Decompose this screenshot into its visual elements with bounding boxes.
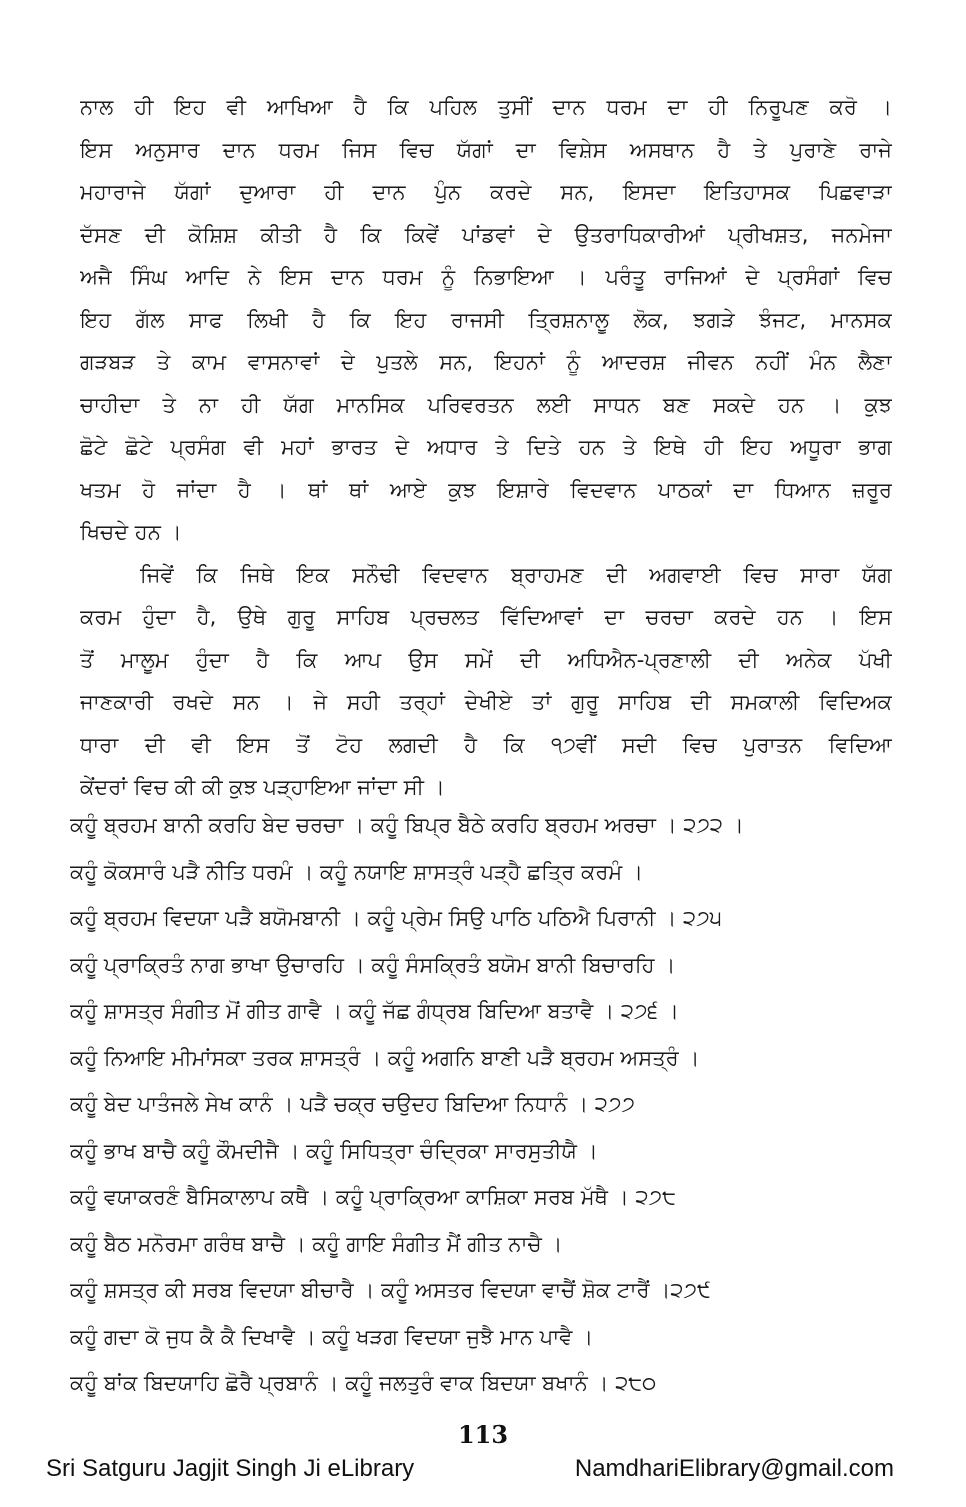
paragraph-1-line: ਖਤਮ ਹੋ ਜਾਂਦਾ ਹੈ । ਥਾਂ ਥਾਂ ਆਏ ਕੁਝ ਇਸ਼ਾਰੇ ਵਿਦਵਾਨ ਪਾਠਕਾਂ ਦਾ ਧਿਆਨ ਜ਼ਰੂਰ: [80, 477, 892, 502]
paragraph-1-line: ਚਾਹੀਦਾ ਤੇ ਨਾ ਹੀ ਯੱਗ ਮਾਨਸਿਕ ਪਰਿਵਰਤਨ ਲਈ ਸਾਧਨ ਬਣ ਸਕਦੇ ਹਨ । ਕੁਝ: [80, 392, 892, 417]
verse-line: ਕਹੂੰ ਬੈਠ ਮਨੋਰਮਾ ਗਰੰਥ ਬਾਚੈ । ਕਹੂੰ ਗਾਇ ਸੰਗੀਤ ਮੈਂ ਗੀਤ ਨਾਚੈ ।: [70, 1231, 563, 1256]
verse-block: [70, 802, 870, 1407]
verse-line: ਕਹੂੰ ਬ੍ਰਹਮ ਬਾਨੀ ਕਰਹਿ ਬੇਦ ਚਰਚਾ । ਕਹੂੰ ਬਿਪ੍ਰ ਬੈਠੇ ਕਰਹਿ ਬ੍ਰਹਮ ਅਰਚਾ । ੨੭੨ ।: [70, 813, 744, 837]
paragraph-2-line: ਕੇਂਦਰਾਂ ਵਿਚ ਕੀ ਕੀ ਕੁਝ ਪੜ੍ਹਾਇਆ ਜਾਂਦਾ ਸੀ ।: [80, 775, 445, 799]
paragraph-2-line: ਤੋਂ ਮਾਲੂਮ ਹੁੰਦਾ ਹੈ ਕਿ ਆਪ ਉਸ ਸਮੇਂ ਦੀ ਅਧਿਐਨ-ਪ੍ਰਣਾਲੀ ਦੀ ਅਨੇਕ ਪੱਖੀ: [80, 647, 892, 672]
paragraph-1-line: ਇਸ ਅਨੁਸਾਰ ਦਾਨ ਧਰਮ ਜਿਸ ਵਿਚ ਯੱਗਾਂ ਦਾ ਵਿਸ਼ੇਸ ਅਸਥਾਨ ਹੈ ਤੇ ਪੁਰਾਣੇ ਰਾਜੇ: [80, 137, 892, 162]
paragraph-2-line: ਜਿਵੇਂ ਕਿ ਜਿਥੇ ਇਕ ਸਨੌਢੀ ਵਿਦਵਾਨ ਬ੍ਰਾਹਮਣ ਦੀ ਅਗਵਾਈ ਵਿਚ ਸਾਰਾ ਯੱਗ: [140, 562, 892, 587]
page-number: 113: [457, 1420, 509, 1449]
verse-line: ਕਹੂੰ ਨਿਆਇ ਮੀਮਾਂਸਕਾ ਤਰਕ ਸ਼ਾਸਤ੍ਰੰ । ਕਹੂੰ ਅਗਨਿ ਬਾਣੀ ਪੜੈ ਬ੍ਰਹਮ ਅਸਤ੍ਰੰ ।: [70, 1045, 700, 1070]
paragraph-2-line: ਧਾਰਾ ਦੀ ਵੀ ਇਸ ਤੋਂ ਟੋਹ ਲਗਦੀ ਹੈ ਕਿ ੧੭ਵੀਂ ਸਦੀ ਵਿਚ ਪੁਰਾਤਨ ਵਿਦਿਆ: [80, 732, 892, 757]
paragraph-1-line: ਖਿਚਦੇ ਹਨ ।: [80, 520, 182, 544]
paragraph-1-line: ਛੋਟੇ ਛੋਟੇ ਪ੍ਰਸੰਗ ਵੀ ਮਹਾਂ ਭਾਰਤ ਦੇ ਅਧਾਰ ਤੇ ਦਿਤੇ ਹਨ ਤੇ ਇਥੇ ਹੀ ਇਹ ਅਧੂਰਾ ਭਾਗ: [80, 435, 892, 459]
verse-line: ਕਹੂੰ ਭਾਖ ਬਾਚੈ ਕਹੂੰ ਕੌਮਦੀਜੈ । ਕਹੂੰ ਸਿਧਿਤ੍ਰਾ ਚੰਦ੍ਰਿਕਾ ਸਾਰਸੁਤੀਯੈ ।: [70, 1138, 598, 1163]
verse-line: ਕਹੂੰ ਕੋਕਸਾਰੰ ਪੜੈ ਨੀਤਿ ਧਰਮੰ । ਕਹੂੰ ਨਯਾਇ ਸ਼ਾਸਤ੍ਰੰ ਪੜ੍ਹੈ ਛਤ੍ਰਿ ਕਰਮੰ ।: [70, 859, 644, 884]
footer-email: NamdhariElibrary@gmail.com: [574, 1455, 894, 1482]
paragraph-1-line: ਮਹਾਰਾਜੇ ਯੱਗਾਂ ਦੁਆਰਾ ਹੀ ਦਾਨ ਪੁੰਨ ਕਰਦੇ ਸਨ, ਇਸਦਾ ਇਤਿਹਾਸਕ ਪਿਛਵਾੜਾ: [80, 180, 892, 204]
verse-line: ਕਹੂੰ ਸ਼ਾਸਤ੍ਰ ਸੰਗੀਤ ਮੋਂ ਗੀਤ ਗਾਵੈ । ਕਹੂੰ ਜੱਛ ਗੰਧ੍ਰਬ ਬਿਦਿਆ ਬਤਾਵੈ । ੨੭੬ ।: [70, 999, 679, 1023]
verse-line: ਕਹੂੰ ਪ੍ਰਾਕ੍ਰਿਤੰ ਨਾਗ ਭਾਖਾ ਉਚਾਰਹਿ । ਕਹੂੰ ਸੰਸਕ੍ਰਿਤੰ ਬਯੋਮ ਬਾਨੀ ਬਿਚਾਰਹਿ ।: [70, 952, 676, 977]
paragraph-1-line: ਅਜੈ ਸਿੰਘ ਆਦਿ ਨੇ ਇਸ ਦਾਨ ਧਰਮ ਨੂੰ ਨਿਭਾਇਆ । ਪਰੰਤੂ ਰਾਜਿਆਂ ਦੇ ਪ੍ਰਸੰਗਾਂ ਵਿਚ: [80, 265, 892, 289]
verse-line: ਕਹੂੰ ਬੇਦ ਪਾਤੰਜਲੇ ਸੇਖ ਕਾਨੰ । ਪੜੈ ਚਕ੍ਰ ਚਉਦਹ ਬਿਦਿਆ ਨਿਧਾਨੰ । ੨੭੭: [70, 1092, 635, 1116]
prose-body: [80, 86, 892, 809]
verse-line: ਕਹੂੰ ਬ੍ਰਹਮ ਵਿਦਯਾ ਪੜੈ ਬਯੋਮਬਾਨੀ । ਕਹੂੰ ਪ੍ਰੇਮ ਸਿਉ ਪਾਠਿ ਪਠਿਐ ਪਿਰਾਨੀ । ੨੭੫: [70, 906, 723, 930]
verse-line: ਕਹੂੰ ਸ਼ਸਤ੍ਰ ਕੀ ਸਰਬ ਵਿਦਯਾ ਬੀਚਾਰੈ । ਕਹੂੰ ਅਸਤਰ ਵਿਦਯਾ ਵਾਚੈਂ ਸ਼ੋਕ ਟਾਰੈਂ ।੨੭੯: [70, 1278, 711, 1302]
verse-line: ਕਹੂੰ ਬਾਂਕ ਬਿਦਯਾਹਿ ਛੋਰੈ ਪ੍ਰਬਾਨੰ । ਕਹੂੰ ਜਲਤੁਰੰ ਵਾਕ ਬਿਦਯਾ ਬਖਾਨੰ । ੨੮੦: [70, 1371, 657, 1395]
verse-line: ਕਹੂੰ ਗਦਾ ਕੋ ਜੁਧ ਕੈ ਕੈ ਦਿਖਾਵੈ । ਕਹੂੰ ਖੜਗ ਵਿਦਯਾ ਜੁਝੈ ਮਾਨ ਪਾਵੈ ।: [70, 1324, 594, 1349]
verse-line: ਕਹੂੰ ਵਯਾਕਰਣੰ ਬੈਸਿਕਾਲਾਪ ਕਥੈ । ਕਹੂੰ ਪ੍ਰਾਕ੍ਰਿਆ ਕਾਸ਼ਿਕਾ ਸਰਬ ਮੱਥੈ । ੨੭੮: [70, 1185, 676, 1209]
paragraph-1-line: ਨਾਲ ਹੀ ਇਹ ਵੀ ਆਖਿਆ ਹੈ ਕਿ ਪਹਿਲ ਤੁਸੀਂ ਦਾਨ ਧਰਮ ਦਾ ਹੀ ਨਿਰੂਪਣ ਕਰੋ ।: [80, 95, 892, 119]
paragraph-1-line: ਇਹ ਗੱਲ ਸਾਫ ਲਿਖੀ ਹੈ ਕਿ ਇਹ ਰਾਜਸੀ ਤ੍ਰਿਸ਼ਨਾਲੂ ਲੋਕ, ਝਗੜੇ ਝੰਜਟ, ਮਾਨਸਕ: [80, 307, 892, 332]
paragraph-2-line: ਜਾਣਕਾਰੀ ਰਖਦੇ ਸਨ । ਜੇ ਸਹੀ ਤਰ੍ਹਾਂ ਦੇਖੀਏ ਤਾਂ ਗੁਰੂ ਸਾਹਿਬ ਦੀ ਸਮਕਾਲੀ ਵਿਦਿਅਕ: [80, 690, 892, 714]
paragraph-1-line: ਗੜਬੜ ਤੇ ਕਾਮ ਵਾਸਨਾਵਾਂ ਦੇ ਪੁਤਲੇ ਸਨ, ਇਹਨਾਂ ਨੂੰ ਆਦਰਸ਼ ਜੀਵਨ ਨਹੀਂ ਮੰਨ ਲੈਣਾ: [80, 350, 892, 374]
paragraph-1-line: ਦੱਸਣ ਦੀ ਕੋਸ਼ਿਸ਼ ਕੀਤੀ ਹੈ ਕਿ ਕਿਵੇਂ ਪਾਂਡਵਾਂ ਦੇ ਉਤਰਾਧਿਕਾਰੀਆਂ ਪ੍ਰੀਖਸ਼ਤ, ਜਨਮੇਜਾ: [80, 222, 892, 247]
footer-library-name: Sri Satguru Jagjit Singh Ji eLibrary: [46, 1455, 415, 1482]
paragraph-2-line: ਕਰਮ ਹੁੰਦਾ ਹੈ, ਉਥੇ ਗੁਰੂ ਸਾਹਿਬ ਪ੍ਰਚਲਤ ਵਿੱਦਿਆਵਾਂ ਦਾ ਚਰਚਾ ਕਰਦੇ ਹਨ । ਇਸ: [80, 605, 892, 629]
